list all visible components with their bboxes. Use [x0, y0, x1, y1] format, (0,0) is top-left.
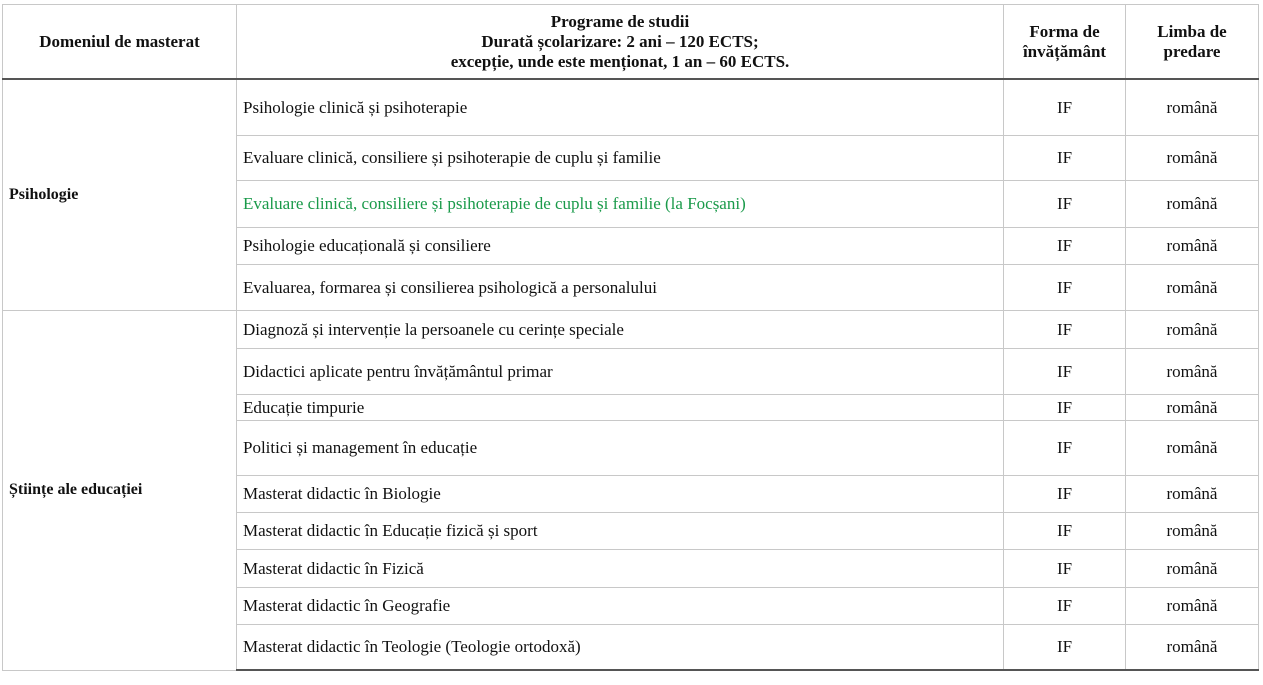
program-cell: Evaluare clinică, consiliere și psihoterapie de cuplu și familie: [237, 136, 1004, 181]
form-cell: IF: [1004, 265, 1126, 311]
language-cell: română: [1126, 588, 1259, 625]
program-cell: Masterat didactic în Teologie (Teologie ortodoxă): [237, 625, 1004, 671]
program-cell: Politici și management în educație: [237, 421, 1004, 476]
program-cell-highlighted: Evaluare clinică, consiliere și psihoterapie de cuplu și familie (la Focșani): [237, 181, 1004, 228]
program-cell: Masterat didactic în Biologie: [237, 476, 1004, 513]
language-cell: română: [1126, 79, 1259, 136]
header-form-line2: învățământ: [1022, 41, 1107, 61]
program-cell: Evaluarea, formarea și consilierea psihologică a personalului: [237, 265, 1004, 311]
header-programs: [237, 5, 1004, 80]
language-cell: română: [1126, 513, 1259, 550]
header-programs-exception: excepție, unde este menționat, 1 an – 60 ECTS.: [450, 51, 790, 71]
language-cell: română: [1126, 550, 1259, 588]
domain-cell-stiinte-ale-educatiei: Științe ale educației: [3, 311, 237, 671]
program-cell: Diagnoză și intervenție la persoanele cu cerințe speciale: [237, 311, 1004, 349]
header-form-line1: Forma de: [1029, 21, 1100, 41]
language-cell: română: [1126, 349, 1259, 395]
program-cell: Didactici aplicate pentru învățământul primar: [237, 349, 1004, 395]
form-cell: IF: [1004, 311, 1126, 349]
table-row: [3, 311, 1259, 349]
form-cell: IF: [1004, 349, 1126, 395]
program-cell: Psihologie clinică și psihoterapie: [237, 79, 1004, 136]
header-programs-duration: Durată școlarizare: 2 ani – 120 ECTS;: [481, 31, 759, 51]
program-cell: Educație timpurie: [237, 395, 1004, 421]
form-cell: IF: [1004, 395, 1126, 421]
header-form: [1004, 5, 1126, 80]
language-cell: română: [1126, 311, 1259, 349]
language-cell: română: [1126, 265, 1259, 311]
header-language: [1126, 5, 1259, 80]
form-cell: IF: [1004, 136, 1126, 181]
form-cell: IF: [1004, 421, 1126, 476]
header-language-line1: Limba de: [1157, 21, 1227, 41]
language-cell: română: [1126, 421, 1259, 476]
form-cell: IF: [1004, 550, 1126, 588]
language-cell: română: [1126, 181, 1259, 228]
language-cell: română: [1126, 625, 1259, 671]
table-row: [3, 79, 1259, 136]
form-cell: IF: [1004, 588, 1126, 625]
language-cell: română: [1126, 228, 1259, 265]
language-cell: română: [1126, 476, 1259, 513]
header-programs-title: Programe de studii: [550, 11, 690, 31]
language-cell: română: [1126, 136, 1259, 181]
form-cell: IF: [1004, 476, 1126, 513]
form-cell: IF: [1004, 228, 1126, 265]
domain-cell-psihologie: Psihologie: [3, 79, 237, 311]
header-domain-label: Domeniul de masterat: [39, 31, 200, 51]
program-cell: Masterat didactic în Fizică: [237, 550, 1004, 588]
form-cell: IF: [1004, 79, 1126, 136]
form-cell: IF: [1004, 625, 1126, 671]
table-header-row: [3, 5, 1259, 80]
program-cell: Masterat didactic în Geografie: [237, 588, 1004, 625]
master-programs-table: [2, 4, 1259, 671]
form-cell: IF: [1004, 181, 1126, 228]
header-language-line2: predare: [1163, 41, 1221, 61]
header-domain: [3, 5, 237, 80]
form-cell: IF: [1004, 513, 1126, 550]
language-cell: română: [1126, 395, 1259, 421]
program-cell: Masterat didactic în Educație fizică și sport: [237, 513, 1004, 550]
program-cell: Psihologie educațională și consiliere: [237, 228, 1004, 265]
